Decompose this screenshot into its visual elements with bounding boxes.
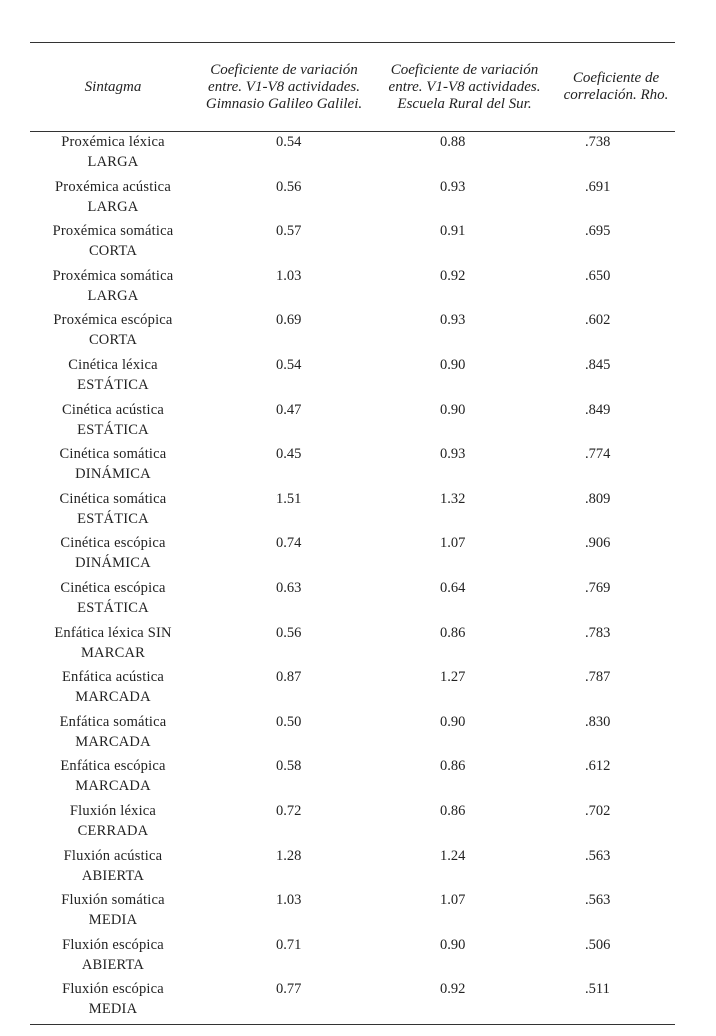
table-row [30,801,675,846]
sintagma-value: CORTA [88,332,138,349]
sintagma-name: Cinética escópica [60,535,166,552]
table-row [30,221,675,266]
cell-cv-rural: 1.24 [440,847,466,864]
cell-cv-galileo: 0.74 [276,535,302,552]
table-row [30,266,675,311]
cell-cv-rural: 0.90 [440,936,466,953]
cell-cv-rural: 0.93 [440,178,466,195]
sintagma-value: DINÁMICA [75,466,151,483]
sintagma-value: MEDIA [88,1001,138,1018]
cell-rho: .563 [585,892,611,909]
cell-sintagma [30,846,196,891]
cell-cv-rural: 0.93 [440,446,466,463]
cell-sintagma [30,132,196,177]
cell-cv-galileo: 1.03 [276,892,302,909]
sintagma-value: ESTÁTICA [77,421,149,438]
cell-cv-galileo: 0.69 [276,312,302,329]
sintagma-value: ESTÁTICA [77,510,149,527]
cell-cv-galileo: 0.58 [276,758,302,775]
sintagma-name: Fluxión somática [61,892,165,909]
sintagma-name: Cinética léxica [68,356,158,373]
cell-cv-rural: 0.90 [440,401,466,418]
table-row [30,712,675,757]
cell-cv-galileo: 0.63 [276,579,302,596]
table-row [30,846,675,891]
sintagma-value: ESTÁTICA [77,376,149,393]
cell-sintagma [30,400,196,445]
sintagma-name: Proxémica acústica [55,178,171,195]
cell-cv-rural: 1.07 [440,535,466,552]
sintagma-value: ESTÁTICA [77,599,149,616]
cell-rho: .774 [585,446,611,463]
header-rho: Coeficiente de correlación. Rho. [563,70,669,103]
cell-cv-rural: 0.88 [440,134,466,150]
cell-sintagma [30,266,196,311]
cell-rho: .511 [585,981,610,998]
cell-cv-rural: 0.90 [440,713,466,730]
table-row [30,667,675,712]
sintagma-name: Cinética escópica [60,579,166,596]
cell-cv-rural: 1.32 [440,490,466,507]
cell-sintagma [30,801,196,846]
sintagma-value: MARCAR [80,644,146,661]
cell-cv-rural: 1.07 [440,892,466,909]
header-sintagma: Sintagma [84,78,142,95]
cell-cv-rural: 0.86 [440,624,466,641]
cell-sintagma [30,578,196,623]
cell-rho: .563 [585,847,611,864]
cell-cv-rural: 0.93 [440,312,466,329]
sintagma-name: Cinética somática [59,446,167,463]
data-table-container [30,42,675,1025]
cell-cv-rural: 0.86 [440,802,466,819]
sintagma-value: LARGA [87,198,139,215]
cell-cv-galileo: 0.77 [276,981,302,998]
sintagma-value: ABIERTA [81,867,145,884]
sintagma-value: MEDIA [88,912,138,929]
cell-cv-galileo: 0.56 [276,178,302,195]
cell-sintagma [30,533,196,578]
sintagma-value: CORTA [88,243,138,260]
table-row [30,890,675,935]
cell-cv-rural: 0.91 [440,223,466,240]
table-row [30,489,675,534]
sintagma-value: MARCADA [75,778,151,795]
cell-rho: .612 [585,758,611,775]
table-row [30,756,675,801]
cell-rho: .830 [585,713,611,730]
cell-rho: .695 [585,223,611,240]
sintagma-name: Cinética somática [59,490,167,507]
cell-cv-galileo: 0.72 [276,802,302,819]
cell-sintagma [30,177,196,222]
sintagma-value: LARGA [87,287,139,304]
cell-cv-rural: 0.92 [440,267,466,284]
table-row [30,623,675,668]
coefficient-table [30,42,675,1025]
cell-rho: .506 [585,936,611,953]
cell-rho: .787 [585,669,611,686]
cell-sintagma [30,979,196,1024]
table-row [30,979,675,1024]
table-row [30,444,675,489]
cell-cv-galileo: 0.71 [276,936,302,953]
cell-cv-galileo: 1.51 [276,490,302,507]
cell-cv-galileo: 0.54 [276,356,302,373]
sintagma-name: Fluxión acústica [63,847,163,864]
cell-sintagma [30,444,196,489]
table-row [30,177,675,222]
cell-sintagma [30,355,196,400]
header-cv-galileo: Coeficiente de variación entre. V1-V8 actividades. Gimnasio Galileo Galilei. [205,61,363,112]
table-row [30,310,675,355]
cell-cv-rural: 0.86 [440,758,466,775]
sintagma-name: Enfática escópica [60,758,166,775]
cell-rho: .845 [585,356,611,373]
cell-sintagma [30,489,196,534]
cell-rho: .650 [585,267,611,284]
sintagma-name: Enfática léxica SIN [54,624,172,641]
table-row [30,132,675,177]
cell-rho: .906 [585,535,611,552]
cell-cv-galileo: 0.50 [276,713,302,730]
cell-cv-galileo: 0.87 [276,669,302,686]
sintagma-value: MARCADA [75,733,151,750]
cell-rho: .809 [585,490,611,507]
sintagma-name: Cinética acústica [61,401,165,418]
cell-sintagma [30,935,196,980]
cell-sintagma [30,221,196,266]
table-header-row [30,43,675,132]
sintagma-value: LARGA [87,154,139,170]
cell-sintagma [30,756,196,801]
table-row [30,400,675,445]
sintagma-value: MARCADA [75,689,151,706]
sintagma-name: Proxémica somática [52,223,174,240]
cell-rho: .769 [585,579,611,596]
cell-sintagma [30,667,196,712]
cell-sintagma [30,890,196,935]
sintagma-name: Proxémica somática [52,267,174,284]
cell-cv-rural: 0.90 [440,356,466,373]
table-row [30,355,675,400]
sintagma-name: Fluxión léxica [69,802,157,819]
header-cv-rural: Coeficiente de variación entre. V1-V8 actividades. Escuela Rural del Sur. [388,61,541,112]
cell-rho: .702 [585,802,611,819]
sintagma-value: DINÁMICA [75,555,151,572]
cell-cv-galileo: 0.47 [276,401,302,418]
table-body [30,132,675,1025]
cell-rho: .602 [585,312,611,329]
sintagma-value: ABIERTA [81,956,145,973]
cell-rho: .849 [585,401,611,418]
cell-cv-galileo: 0.56 [276,624,302,641]
table-row [30,578,675,623]
cell-rho: .691 [585,178,611,195]
cell-cv-galileo: 1.03 [276,267,302,284]
cell-rho: .738 [585,134,611,150]
cell-cv-galileo: 0.54 [276,134,302,150]
cell-cv-rural: 0.64 [440,579,466,596]
sintagma-name: Fluxión escópica [62,981,164,998]
sintagma-name: Proxémica escópica [53,312,173,329]
cell-cv-galileo: 0.45 [276,446,302,463]
cell-rho: .783 [585,624,611,641]
cell-cv-galileo: 1.28 [276,847,302,864]
cell-cv-galileo: 0.57 [276,223,302,240]
cell-sintagma [30,310,196,355]
cell-cv-rural: 1.27 [440,669,466,686]
cell-cv-rural: 0.92 [440,981,466,998]
cell-sintagma [30,623,196,668]
sintagma-name: Enfática somática [59,713,167,730]
table-row [30,533,675,578]
sintagma-name: Fluxión escópica [62,936,164,953]
sintagma-name: Enfática acústica [61,669,165,686]
cell-sintagma [30,712,196,757]
table-row [30,935,675,980]
sintagma-name: Proxémica léxica [61,134,165,150]
sintagma-value: CERRADA [77,822,149,839]
